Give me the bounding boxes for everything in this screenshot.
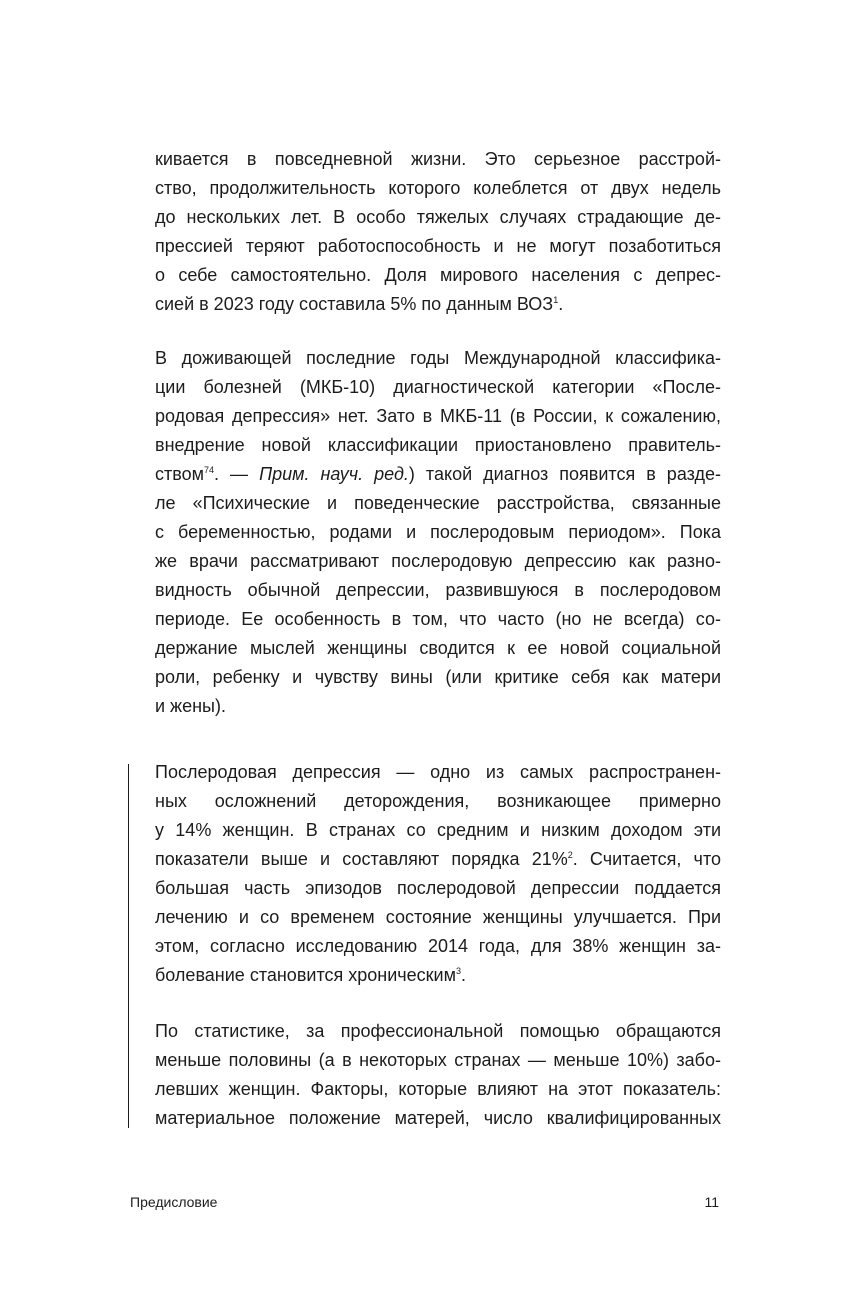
margin-rule — [128, 764, 129, 1128]
paragraph-2 — [155, 344, 721, 721]
text-fragment: . — [460, 965, 466, 985]
page-number: 11 — [704, 1194, 719, 1210]
text-fragment: показатели выше и составляют порядка 21% — [155, 849, 568, 869]
text-fragment: . — — [214, 464, 260, 484]
text-fragment: ством — [155, 464, 204, 484]
footnote-ref: 2 — [567, 850, 573, 860]
text-line: же врачи рассматривают послеродовую депрессию как разно- — [155, 551, 721, 571]
text-fragment: сией в 2023 году составила 5% по данным ВОЗ — [155, 294, 554, 314]
text-line: материальное положение матерей, число квалифицированных — [155, 1108, 721, 1128]
text-line: левших женщин. Факторы, которые влияют на этот показатель: — [155, 1079, 721, 1099]
text-line: до нескольких лет. В особо тяжелых случаях страдающие де- — [155, 207, 721, 227]
text-line — [155, 460, 721, 489]
text-fragment: болевание становится хроническим — [155, 965, 456, 985]
text-line: В доживающей последние годы Международной классифика- — [155, 348, 721, 368]
text-line: держание мыслей женщины сводится к ее новой социальной — [155, 638, 721, 658]
text-line: этом, согласно исследованию 2014 года, для 38% женщин за- — [155, 936, 721, 956]
text-fragment: . — [558, 294, 564, 314]
paragraph-3 — [155, 758, 721, 990]
text-line: и жены). — [155, 696, 226, 716]
footnote-ref: 74 — [204, 465, 215, 475]
text-line: ле «Психические и поведенческие расстройства, связанные — [155, 493, 721, 513]
text-line: о себе самостоятельно. Доля мирового населения с депрес- — [155, 265, 721, 285]
paragraph-4 — [155, 1017, 721, 1133]
text-line: ции болезней (МКБ-10) диагностической категории «После- — [155, 377, 721, 397]
running-footer-title: Предисловие — [130, 1194, 218, 1210]
text-line: меньше половины (а в некоторых странах — меньше 10%) забо- — [155, 1050, 721, 1070]
text-line: ных осложнений деторождения, возникающее примерно — [155, 791, 721, 811]
text-line: периоде. Ее особенность в том, что часто (но не всегда) со- — [155, 609, 721, 629]
text-fragment: . Считается, что — [572, 849, 721, 869]
text-line: видность обычной депрессии, развившуюся в послеродовом — [155, 580, 721, 600]
text-line: лечению и со временем состояние женщины улучшается. При — [155, 907, 721, 927]
text-line: прессией теряют работоспособность и не могут позаботиться — [155, 236, 721, 256]
text-line: ство, продолжительность которого колеблется от двух недель — [155, 178, 721, 198]
footnote-ref: 1 — [553, 295, 559, 305]
text-line: родовая депрессия» нет. Зато в МКБ-11 (в России, к сожалению, — [155, 406, 721, 426]
paragraph-1 — [155, 145, 721, 319]
text-line: большая часть эпизодов послеродовой депрессии поддается — [155, 878, 721, 898]
text-line — [155, 961, 721, 990]
text-line: роли, ребенку и чувству вины (или критике себя как матери — [155, 667, 721, 687]
text-line: у 14% женщин. В странах со средним и низким доходом эти — [155, 820, 721, 840]
text-line: внедрение новой классификации приостановлено правитель- — [155, 435, 721, 455]
text-line: По статистике, за профессиональной помощью обращаются — [155, 1021, 721, 1041]
text-line — [155, 290, 721, 319]
text-line — [155, 845, 721, 874]
editor-note: Прим. науч. ред. — [259, 464, 409, 484]
text-line: кивается в повседневной жизни. Это серьезное расстрой- — [155, 149, 721, 169]
text-fragment: ) такой диагноз появится в разде- — [408, 464, 721, 484]
text-line: Послеродовая депрессия — одно из самых распространен- — [155, 762, 721, 782]
text-line: с беременностью, родами и послеродовым периодом». Пока — [155, 522, 721, 542]
footnote-ref: 3 — [455, 966, 461, 976]
